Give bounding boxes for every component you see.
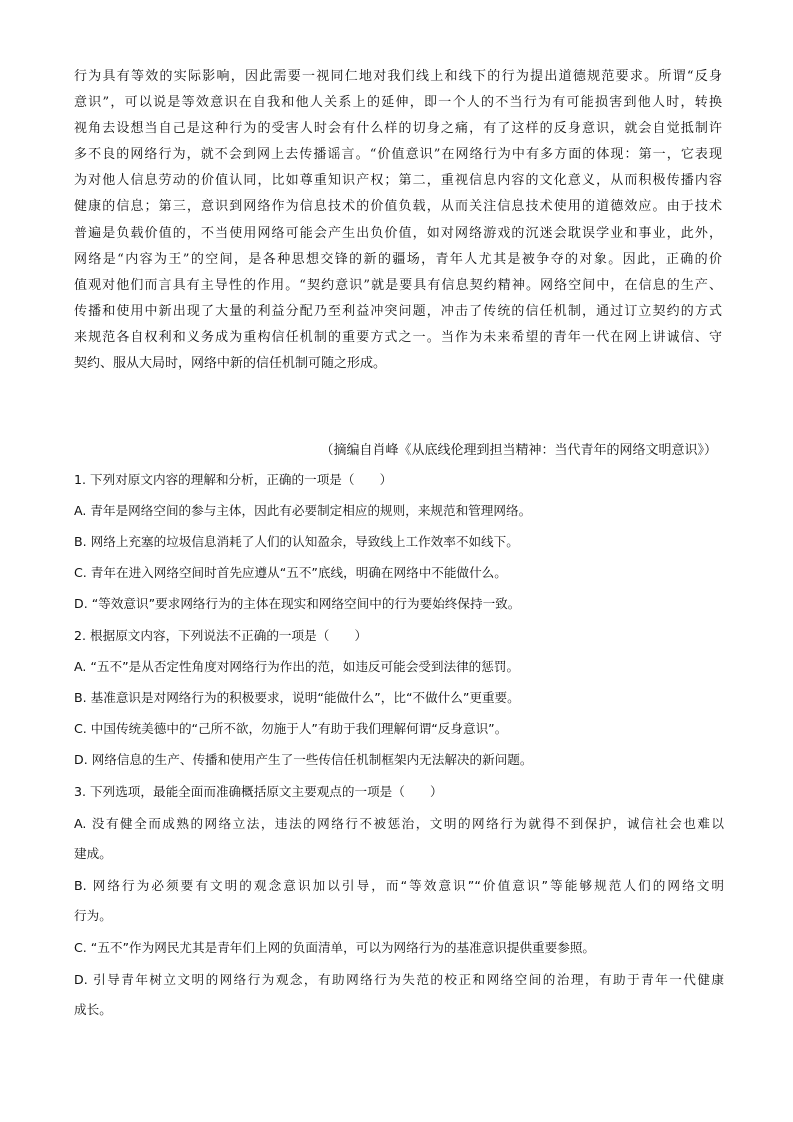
passage-line: 多不良的网络行为，就不会到网上去传播谣言。“价值意识”在网络行为中有多方面的体现：第一，它表现 bbox=[74, 147, 722, 163]
option-c: C. 青年在进入网络空间时首先应遵从“五不”底线，明确在网络中不能做什么。 bbox=[74, 565, 507, 580]
option-b-continued: 行为。 bbox=[74, 908, 112, 923]
passage-line: 普遍是负载价值的，不当使用网络可能会产生出负价值，如对网络游戏的沉迷会耽误学业和事业，此外， bbox=[74, 225, 722, 241]
option-a: A. 青年是网络空间的参与主体，因此有必要制定相应的规则，来规范和管理网络。 bbox=[74, 503, 532, 518]
option-d: D. “等效意识”要求网络行为的主体在现实和网络空间中的行为要始终保持一致。 bbox=[74, 596, 521, 611]
passage-line: 值观对他们而言具有主导性的作用。“契约意识”就是要具有信息契约精神。网络空间中，在信息的生产、 bbox=[74, 277, 722, 293]
option-c: C. 中国传统美德中的“己所不欲，勿施于人”有助于我们理解何谓“反身意识”。 bbox=[74, 721, 508, 736]
passage-line: 网络是“内容为王”的空间，是各种思想交锋的新的疆场，青年人尤其是被争夺的对象。因此，正确的价 bbox=[74, 251, 722, 267]
question-stem: 2. 根据原文内容，下列说法不正确的一项是（ ） bbox=[74, 628, 368, 643]
option-a: A. 没有健全而成熟的网络立法，违法的网络行不被惩治，文明的网络行为就得不到保护，诚信社会也难以 bbox=[74, 816, 724, 831]
passage-line: 意识”，可以说是等效意识在自我和他人关系上的延伸，即一个人的不当行为有可能损害到他人时，转换 bbox=[74, 95, 722, 111]
option-d: D. 引导青年树立文明的网络行为观念，有助网络行为失范的校正和网络空间的治理，有助于青年一代健康 bbox=[74, 972, 724, 987]
passage-line: 健康的信息；第三，意识到网络作为信息技术的价值负载，从而关注信息技术使用的道德效应。由于技术 bbox=[74, 199, 722, 215]
option-b: B. 基准意识是对网络行为的积极要求，说明“能做什么”，比“不做什么”更重要。 bbox=[74, 690, 520, 705]
source-citation: （摘编自肖峰《从底线伦理到担当精神：当代青年的网络文明意识》） bbox=[320, 443, 717, 458]
passage-line: 传播和使用中新出现了大量的利益分配乃至利益冲突问题，冲击了传统的信任机制，通过订立契约的方式 bbox=[74, 303, 722, 319]
question-stem: 3. 下列选项，最能全面而准确概括原文主要观点的一项是（ ） bbox=[74, 784, 443, 799]
option-b: B. 网络上充塞的垃圾信息消耗了人们的认知盈余，导致线上工作效率不如线下。 bbox=[74, 534, 519, 549]
option-d: D. 网络信息的生产、传播和使用产生了一些传信任机制框架内无法解决的新问题。 bbox=[74, 752, 533, 767]
question-stem: 1. 下列对原文内容的理解和分析，正确的一项是（ ） bbox=[74, 472, 393, 487]
option-d-continued: 成长。 bbox=[74, 1002, 112, 1017]
passage-line: 为对他人信息劳动的价值认同，比如尊重知识产权；第二，重视信息内容的文化意义，从而积极传播内容 bbox=[74, 173, 722, 189]
option-a: A. “五不”是从否定性角度对网络行为作出的范，如违反可能会受到法律的惩罚。 bbox=[74, 659, 520, 674]
option-b: B. 网络行为必须要有文明的观念意识加以引导，而“等效意识”“价值意识”等能够规范人们的网络文明 bbox=[74, 878, 724, 893]
passage-line: 契约、服从大局时，网络中新的信任机制可随之形成。 bbox=[74, 356, 387, 372]
option-c: C. “五不”作为网民尤其是青年们上网的负面清单，可以为网络行为的基准意识提供重要参照。 bbox=[74, 940, 596, 955]
passage-text bbox=[74, 64, 722, 377]
option-a-continued: 建成。 bbox=[74, 846, 112, 861]
passage-line: 视角去设想当自己是这种行为的受害人时会有什么样的切身之痛，有了这样的反身意识，就会自觉抵制许 bbox=[74, 121, 722, 137]
passage-line: 行为具有等效的实际影响，因此需要一视同仁地对我们线上和线下的行为提出道德规范要求。所谓“反身 bbox=[74, 69, 722, 84]
passage-line: 来规范各自权利和义务成为重构信任机制的重要方式之一。当作为未来希望的青年一代在网上讲诚信、守 bbox=[74, 329, 722, 345]
